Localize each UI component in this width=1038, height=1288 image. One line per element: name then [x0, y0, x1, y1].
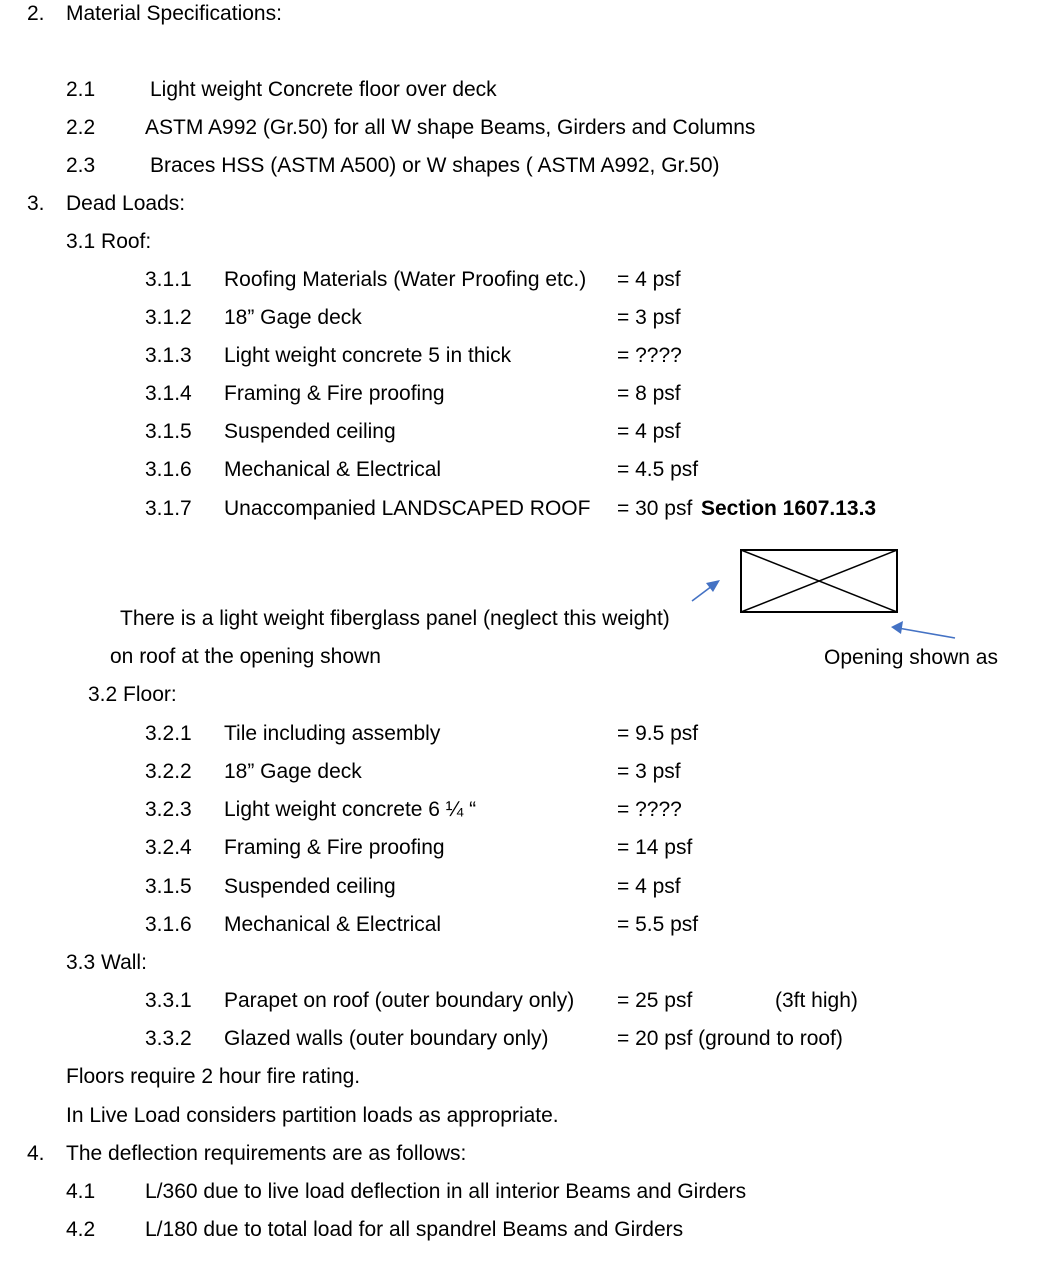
item-2-3-number: 2.3: [66, 154, 96, 177]
item-2-1-number: 2.1: [66, 78, 96, 101]
item-2-1-text: Light weight Concrete floor over deck: [150, 78, 497, 101]
wall-item-text: Parapet on roof (outer boundary only): [224, 989, 575, 1012]
item-2-3-text: Braces HSS (ASTM A500) or W shapes ( ASTM A992, Gr.50): [150, 154, 720, 177]
section-4-title: The deflection requirements are as follows:: [66, 1142, 467, 1165]
roof-item-text: Suspended ceiling: [224, 420, 396, 443]
floor-item-number: 3.1.6: [145, 913, 192, 936]
section-2-number: 2.: [27, 2, 45, 25]
roof-item-text: Roofing Materials (Water Proofing etc.): [224, 268, 587, 291]
wall-item-value: = 25 psf: [617, 989, 693, 1012]
floor-item-value: = ????: [617, 798, 682, 821]
arrow-to-opening: [692, 580, 720, 601]
item-4-2-number: 4.2: [66, 1218, 96, 1241]
item-4-2-text: L/180 due to total load for all spandrel Beams and Girders: [145, 1218, 684, 1241]
arrow-to-box: [891, 621, 955, 638]
roof-item-value: = 4 psf: [617, 420, 681, 443]
wall-item-number: 3.3.2: [145, 1027, 192, 1050]
roof-item-text: 18” Gage deck: [224, 306, 362, 329]
floor-item-number: 3.2.4: [145, 836, 192, 859]
fiberglass-note-line-2: on roof at the opening shown: [110, 645, 381, 668]
wall-heading: 3.3 Wall:: [66, 951, 147, 974]
roof-item-value: = 30 psf: [617, 497, 693, 520]
roof-item-number: 3.1.6: [145, 458, 192, 481]
roof-item-value: = 8 psf: [617, 382, 681, 405]
item-2-2-number: 2.2: [66, 116, 96, 139]
floor-item-number: 3.2.3: [145, 798, 192, 821]
floor-item-number: 3.2.1: [145, 722, 192, 745]
code-section-reference: Section 1607.13.3: [701, 497, 877, 520]
floor-item-text: Light weight concrete 6 ¼ “: [224, 798, 477, 821]
roof-item-number: 3.1.5: [145, 420, 192, 443]
roof-item-value: = 4 psf: [617, 268, 681, 291]
wall-item-number: 3.3.1: [145, 989, 192, 1012]
floor-item-text: Tile including assembly: [224, 722, 441, 745]
floor-item-value: = 14 psf: [617, 836, 693, 859]
fiberglass-note-line-1: There is a light weight fiberglass panel (neglect this weight): [120, 607, 670, 630]
fire-rating-note: Floors require 2 hour fire rating.: [66, 1065, 361, 1088]
floor-item-value: = 3 psf: [617, 760, 681, 783]
floor-item-text: Suspended ceiling: [224, 875, 396, 898]
floor-item-value: = 4 psf: [617, 875, 681, 898]
item-4-1-text: L/360 due to live load deflection in all interior Beams and Girders: [145, 1180, 747, 1203]
roof-item-text: Framing & Fire proofing: [224, 382, 445, 405]
floor-item-number: 3.2.2: [145, 760, 192, 783]
roof-item-number: 3.1.3: [145, 344, 192, 367]
opening-symbol-box: [741, 550, 897, 612]
roof-item-number: 3.1.2: [145, 306, 192, 329]
item-4-1-number: 4.1: [66, 1180, 96, 1203]
section-2-title: Material Specifications:: [66, 2, 282, 25]
live-load-note: In Live Load considers partition loads as appropriate.: [66, 1104, 559, 1127]
wall-item-text: Glazed walls (outer boundary only): [224, 1027, 549, 1050]
roof-item-text: Light weight concrete 5 in thick: [224, 344, 512, 367]
parapet-height-note: (3ft high): [775, 989, 858, 1012]
floor-item-text: Framing & Fire proofing: [224, 836, 445, 859]
floor-item-value: = 9.5 psf: [617, 722, 699, 745]
item-2-2-text: ASTM A992 (Gr.50) for all W shape Beams, Girders and Columns: [145, 116, 756, 139]
roof-item-number: 3.1.4: [145, 382, 192, 405]
floor-item-text: Mechanical & Electrical: [224, 913, 442, 936]
floor-item-number: 3.1.5: [145, 875, 192, 898]
wall-item-value: = 20 psf (ground to roof): [617, 1027, 843, 1050]
floor-item-text: 18” Gage deck: [224, 760, 362, 783]
roof-item-text: Mechanical & Electrical: [224, 458, 442, 481]
roof-item-text: Unaccompanied LANDSCAPED ROOF: [224, 497, 591, 520]
roof-item-value: = ????: [617, 344, 682, 367]
section-4-number: 4.: [27, 1142, 45, 1165]
roof-item-number: 3.1.1: [145, 268, 192, 291]
floor-heading: 3.2 Floor:: [88, 683, 177, 706]
roof-heading: 3.1 Roof:: [66, 230, 152, 253]
roof-item-value: = 4.5 psf: [617, 458, 699, 481]
floor-item-value: = 5.5 psf: [617, 913, 699, 936]
section-3-title: Dead Loads:: [66, 192, 186, 215]
roof-item-value: = 3 psf: [617, 306, 681, 329]
opening-label: Opening shown as: [824, 646, 998, 669]
section-3-number: 3.: [27, 192, 45, 215]
roof-item-number: 3.1.7: [145, 497, 192, 520]
